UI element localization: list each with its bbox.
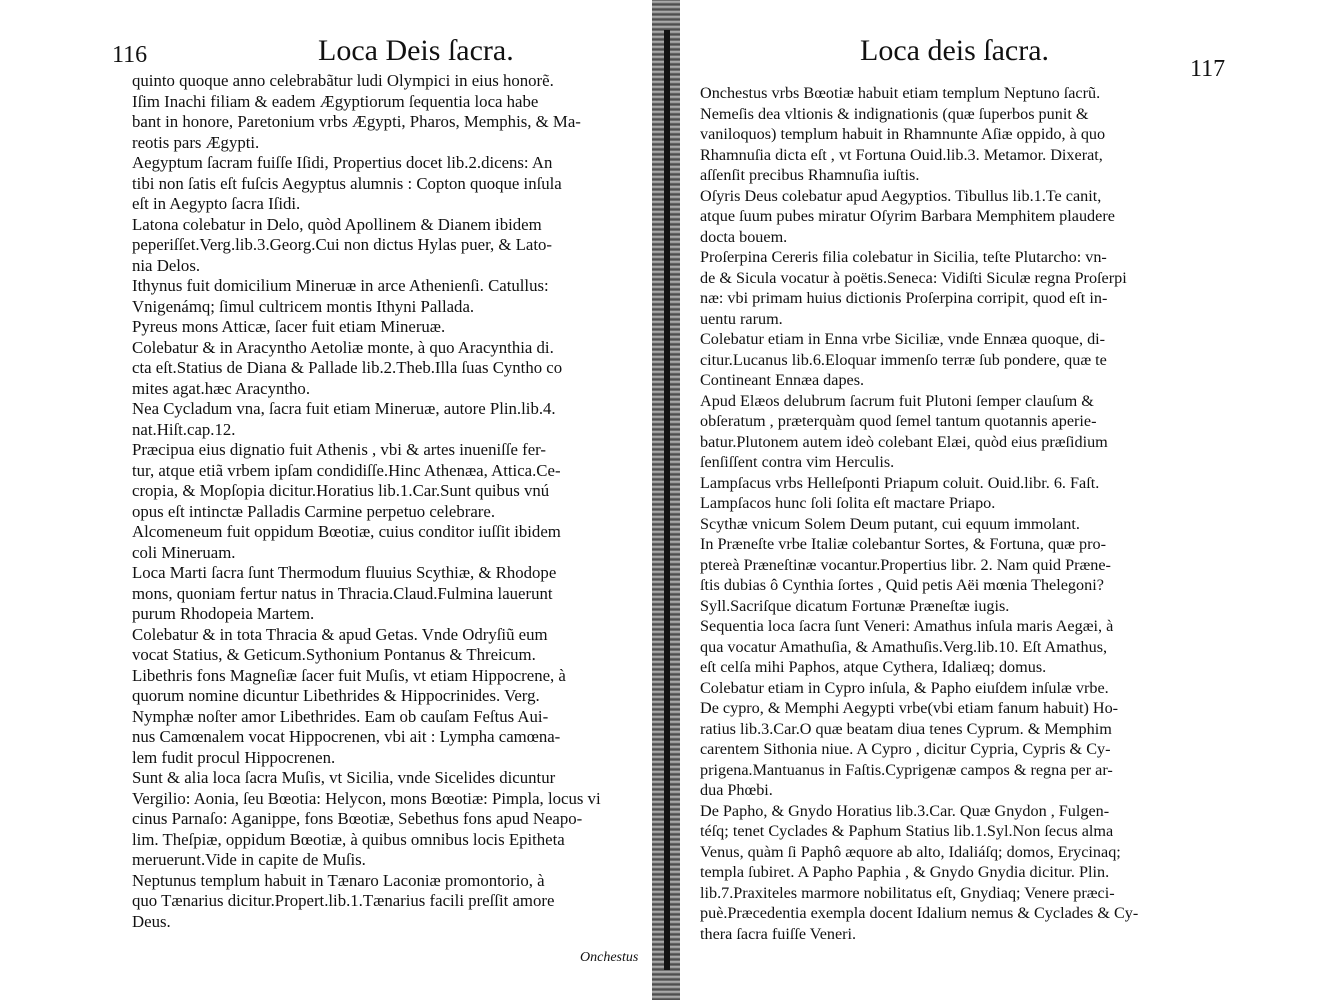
text-line: puè.Præcedentia exempla docent Idalium nemus & Cyclades & Cy- [700, 904, 1139, 922]
text-line: De cypro, & Memphi Aegypti vrbe(vbi etiam fanum habuit) Ho- [700, 699, 1119, 717]
text-line: Syll.Sacriſque dicatum Fortunæ Præneſtæ iugis. [700, 596, 1010, 615]
right-page [680, 0, 1337, 1000]
gutter-shadow [664, 30, 670, 970]
text-line: ptereà Præneſtinæ vocantur.Propertius libr. 2. Nam quid Præne- [700, 555, 1111, 574]
text-line: De Papho, & Gnydo Horatius lib.3.Car. Quæ Gnydon , Fulgen- [700, 801, 1110, 820]
text-line: Rhamnuſia dicta eſt , vt Fortuna Ouid.lib.3. Metamor. Dixerat, [700, 145, 1103, 164]
text-line: Oſyris Deus colebatur apud Aegyptios. Tibullus lib.1.Te canit, [700, 186, 1102, 205]
text-line: In Præneſte vrbe Italiæ colebantur Sortes, & Fortuna, quæ pro- [700, 535, 1106, 553]
text-line: ſtis dubias ô Cynthia ſortes , Quid petis Aëi mœnia Thelegoni? [700, 576, 1104, 594]
text-line: obſeratum , præterquàm quod ſemel tantum quotannis aperie- [700, 412, 1097, 430]
text-line: vaniloquos) templum habuit in Rhamnunte Aſiæ oppido, à quo [700, 125, 1106, 143]
text-line: Sunt & alia loca ſacra Muſis, vt Sicilia, vnde Sicelides dicuntur [132, 768, 556, 787]
text-line: batur.Plutonem autem ideò colebant Elæi, quòd eius præſidium [700, 432, 1108, 451]
text-line: Nymphæ noſter amor Libethrides. Eam ob cauſam Feſtus Aui- [132, 706, 549, 726]
text-line: Iſim Inachi filiam & eadem Ægyptiorum ſequentia loca habe [132, 91, 539, 111]
text-line: de & Sicula vocatur à poëtis.Seneca: Vidiſti Siculæ regna Proſerpi [700, 268, 1127, 287]
text-line: Præcipua eius dignatio fuit Athenis , vbi & artes inueniſſe fer- [132, 440, 546, 459]
text-line: Libethris fons Magneſiæ ſacer fuit Muſis, vt etiam Hippocrene, à [132, 665, 566, 685]
running-head: Loca deis ſacra. [860, 34, 1050, 67]
text-line: Colebatur etiam in Enna vrbe Siciliæ, vnde Ennæa quoque, di- [700, 330, 1106, 348]
left-page [0, 0, 660, 1000]
text-line: cta eſt.Statius de Diana & Pallade lib.2.Theb.Illa ſuas Cyntho co [132, 358, 563, 377]
text-line: tibi non ſatis eſt fuſcis Aegyptus alumnis : Copton quoque inſula [132, 173, 562, 193]
text-line: Colebatur etiam in Cypro inſula, & Papho eiuſdem inſulæ vrbe. [700, 678, 1109, 697]
text-line: eſt in Aegypto ſacra Iſidi. [132, 194, 301, 213]
text-line: Ithynus fuit domicilium Mineruæ in arce Athenienſi. Catullus: [132, 276, 549, 295]
text-line: aſſenſit precibus Rhamnuſia iuſtis. [700, 166, 920, 184]
text-line: dua Phœbi. [700, 781, 773, 799]
text-line: bant in honore, Paretonium vrbs Ægypti, Pharos, Memphis, & Ma- [132, 112, 581, 131]
text-line: Vnigenámq; ſimul cultricem montis Ithyni Pallada. [132, 296, 475, 316]
text-line: nat.Hiſt.cap.12. [132, 419, 236, 439]
text-line: Contineant Ennæa dapes. [700, 371, 865, 389]
text-line: lim. Theſpiæ, oppidum Bœotiæ, à quibus omnibus locis Epitheta [132, 829, 565, 849]
text-line: meruerunt.Vide in capite de Muſis. [132, 850, 366, 869]
text-line: Lampſacus vrbs Helleſponti Priapum coluit. Ouid.libr. 6. Faſt. [700, 473, 1100, 492]
text-line: lib.7.Praxiteles marmore nobilitatus eſt, Gnydiaq; Venere præci- [700, 883, 1115, 902]
page-number: 117 [1190, 56, 1226, 82]
text-line: Scythæ vnicum Solem Deum putant, cui equum immolant. [700, 514, 1080, 533]
text-line: Loca Marti ſacra ſunt Thermodum fluuius Scythiæ, & Rhodope [132, 563, 557, 582]
text-line: Nea Cycladum vna, ſacra fuit etiam Mineruæ, autore Plin.lib.4. [132, 399, 556, 418]
text-line: carentem Sithonia niue. A Cypro , dicitur Cypria, Cypris & Cy- [700, 740, 1111, 758]
text-line: quorum nomine dicuntur Libethrides & Hippocrinides. Verg. [132, 686, 540, 705]
text-line: qua vocatur Amathuſia, & Amathuſis.Verg.lib.10. Eſt Amathus, [700, 637, 1108, 656]
text-line: atque ſuum pubes miratur Oſyrim Barbara Memphitem plaudere [700, 207, 1115, 225]
text-line: templa ſubiret. A Papho Paphia , & Gnydo Gnydia dicitur. Plin. [700, 863, 1110, 881]
text-line: mons, quoniam fertur natus in Thracia.Claud.Fulmina lauerunt [132, 583, 553, 603]
text-line: Latona colebatur in Delo, quòd Apollinem & Dianem ibidem [132, 214, 542, 234]
text-line: quo Tænarius dicitur.Propert.lib.1.Tænarius facili preſſit amore [132, 891, 555, 910]
text-line: Lampſacos hunc ſoli ſolita eſt mactare Priapo. [700, 494, 996, 512]
text-line: Nemeſis dea vltionis & indignationis (quæ ſuperbos punit & [700, 104, 1089, 123]
text-line: Pyreus mons Atticæ, ſacer fuit etiam Mineruæ. [132, 317, 446, 336]
text-line: ſenſiſſent contra vim Herculis. [700, 453, 895, 471]
text-line: eſt celſa mihi Paphos, atque Cythera, Idaliæq; domus. [700, 658, 1047, 676]
text-line: reotis pars Ægypti. [132, 132, 260, 152]
catchword: Onchestus [580, 950, 639, 965]
text-line: Deus. [132, 911, 171, 931]
text-line: vocat Statius, & Geticum.Sythonium Pontanus & Threicum. [132, 645, 536, 664]
text-line: Proſerpina Cereris filia colebatur in Sicilia, teſte Plutarcho: vn- [700, 248, 1107, 266]
text-line: Venus, quàm ſi Paphô æquore ab alto, Idaliáſq; domos, Erycinaq; [700, 842, 1121, 861]
text-line: quinto quoque anno celebrabãtur ludi Olympici in eius honorẽ. [132, 71, 554, 90]
text-line: uentu rarum. [700, 309, 783, 328]
text-line: Aegyptum ſacram fuiſſe Iſidi, Propertius docet lib.2.dicens: An [132, 153, 553, 172]
text-line: téſq; tenet Cyclades & Paphum Statius lib.1.Syl.Non ſecus alma [700, 822, 1114, 840]
text-line: cropia, & Mopſopia dicitur.Horatius lib.1.Car.Sunt quibus vnú [132, 481, 550, 500]
text-line: Apud Elæos delubrum ſacrum fuit Plutoni ſemper clauſum & [700, 391, 1094, 410]
text-line: ratius lib.3.Car.O quæ beatam diua tenes Cyprum. & Memphim [700, 719, 1112, 738]
page-number: 116 [112, 42, 148, 68]
text-line: opus eſt intinctæ Palladis Carmine perpetuo celebrare. [132, 501, 496, 521]
text-line: Neptunus templum habuit in Tænaro Laconiæ promontorio, à [132, 870, 545, 890]
text-line: Sequentia loca ſacra ſunt Veneri: Amathus inſula maris Aegæi, à [700, 617, 1114, 635]
text-line: prigena.Mantuanus in Faſtis.Cyprigenæ campos & regna per ar- [700, 760, 1113, 779]
text-line: thera ſacra fuiſſe Veneri. [700, 924, 857, 943]
running-head: Loca Deis ſacra. [318, 34, 514, 67]
text-line: citur.Lucanus lib.6.Eloquar immenſo terræ ſub pondere, quæ te [700, 350, 1107, 369]
text-line: Alcomeneum fuit oppidum Bœotiæ, cuius conditor iuſſit ibidem [132, 522, 561, 541]
text-line: Colebatur & in Aracyntho Aetoliæ monte, à quo Aracynthia di. [132, 337, 554, 357]
text-line: Colebatur & in tota Thracia & apud Getas. Vnde Odryſiũ eum [132, 624, 548, 644]
text-line: cinus Parnaſo: Aganippe, fons Bœotiæ, Sebethus fons apud Neapo- [132, 809, 583, 828]
text-line: peperiſſet.Verg.lib.3.Georg.Cui non dictus Hylas puer, & Lato- [132, 235, 553, 254]
text-line: mites agat.hæc Aracyntho. [132, 378, 311, 398]
text-line: tur, atque etiã vrbem ipſam condidiſſe.Hinc Athenæa, Attica.Ce- [132, 460, 561, 480]
text-line: lem fudit procul Hippocrenen. [132, 747, 336, 767]
text-line: coli Mineruam. [132, 542, 236, 562]
text-line: nus Camœnalem vocat Hippocrenen, vbi ait : Lympha camœna- [132, 727, 561, 746]
text-line: purum Rhodopeia Martem. [132, 604, 315, 623]
text-line: nia Delos. [132, 255, 201, 275]
text-line: docta bouem. [700, 227, 788, 246]
text-line: næ: vbi primam huius dictionis Proſerpina corripit, quod eſt in- [700, 289, 1108, 307]
text-line: Vergilio: Aonia, ſeu Bœotia: Helycon, mons Bœotiæ: Pimpla, locus vi [132, 788, 601, 808]
text-line: Onchestus vrbs Bœotiæ habuit etiam templum Neptuno ſacrũ. [700, 84, 1101, 102]
